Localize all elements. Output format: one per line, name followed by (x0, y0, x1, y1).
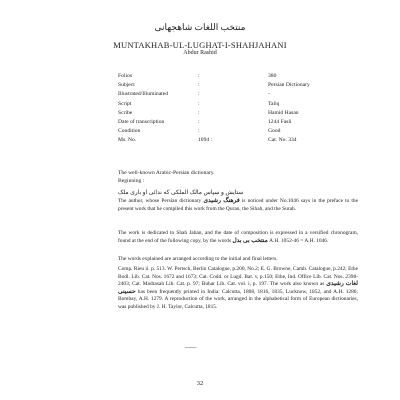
meta-separator: : (198, 91, 200, 98)
paragraph-text: A.H. 1052-46 = A.H. 1046. (269, 237, 329, 244)
meta-label: Scribe (118, 109, 133, 116)
beginning-urdu-text: ستایش و سپاس مالک الملکی که ندائی او باری ملک (118, 190, 244, 196)
paragraph-text: The work is dedicated to Shah Jahan, and the date of composition is expressed in a versified chronogram, found at the end of the following copy, by the words (118, 230, 358, 244)
meta-label: Condition (118, 128, 141, 135)
meta-separator: : (198, 100, 200, 107)
meta-separator: : (198, 73, 200, 79)
meta-value: 1244 Fasli (268, 119, 292, 126)
document-title: MUNTAKHAB-UL-LUGHAT-I-SHAHJAHANI (113, 40, 287, 50)
description-text: The well-known Arabic-Persian dictionary. (118, 170, 215, 176)
page-number: 32 (196, 380, 204, 387)
paragraph-references (118, 266, 358, 312)
meta-label: Folios (118, 73, 132, 79)
paragraph-author (118, 198, 358, 213)
meta-separator: 1094 : (198, 137, 213, 144)
urdu-inline-text: منتخب بی بدل (232, 237, 268, 244)
meta-separator: : (198, 82, 200, 89)
meta-value: 380 (268, 73, 277, 79)
manuscript-metadata (118, 72, 358, 146)
paragraph-text: has been frequently printed in India: Calcutta, 1808, 1816, 1835, Lucknow, 1852, and A.H. 1286; Bombay, A.H. 1279. A reproduction of the work, arranged in the alphabetical form of European dictionaries, was published by J. H. Taylor, Calcutta, 1815. (118, 288, 358, 310)
meta-row-condition (118, 127, 358, 136)
meta-label: Script (118, 100, 132, 107)
meta-label: Date of transcription (118, 119, 165, 126)
meta-value: Good (268, 128, 281, 135)
meta-value: Persian Dictionary (268, 82, 310, 89)
urdu-title: منتخب اللغات شاهجهانی (154, 22, 246, 32)
meta-row-script (118, 100, 358, 109)
meta-row-date (118, 118, 358, 127)
urdu-inline-text: لغات رشیدی حسینی (118, 281, 358, 295)
paragraph-dedication (118, 230, 358, 245)
urdu-inline-text: فرهنگ رشیدی (203, 198, 240, 204)
meta-value: Hamid Hasan (268, 109, 299, 116)
section-divider: —— (185, 345, 196, 351)
paragraph-text: Comp. Rieu ii. p. 513. W. Pertsch, Berlin Catalogue, p.200, No.2; E. G. Browne, Camb. Catalogue, p.242; Ethe Bodl. Lib. Cat. Nos. 1672 and 1673; Cat. Codd. or Lugd. Bat. v, p.150; Ethe, Ind. Office Lib. Cat. Nos. 2398-2403; Cat. Madrasah Lib. Cat. p. 97; Buhar Lib. Cat. vol. i, p. 197. The work also known as (118, 266, 359, 288)
author-name: Abdur Rashid (183, 50, 217, 56)
paragraph-arrangement: The words explained are arranged according to the initial and final letters. (118, 256, 278, 262)
meta-separator: : (198, 109, 200, 116)
meta-row-folios (118, 72, 358, 81)
meta-value: Cat. No. 334 (268, 137, 297, 144)
paragraph-text: is noticed under No.1046 says in the preface to the present work that he compiled this work from the Quran, the Sihah, and the Surah. (118, 198, 359, 212)
meta-separator: : (198, 119, 200, 126)
meta-row-ms-no (118, 136, 358, 145)
meta-row-scribe (118, 109, 358, 118)
meta-value: Taliq (268, 100, 280, 107)
meta-label: Ms. No. (118, 137, 137, 144)
beginning-label: Beginning : (118, 178, 145, 184)
meta-row-illustrated (118, 90, 358, 99)
meta-value: - (268, 91, 270, 98)
meta-row-subject (118, 81, 358, 90)
meta-separator: : (198, 128, 200, 135)
meta-label: Subject (118, 82, 135, 89)
meta-label: Illustrated/Illuminated (118, 91, 169, 98)
paragraph-text: The author, whose Persian dictionary (118, 198, 202, 204)
